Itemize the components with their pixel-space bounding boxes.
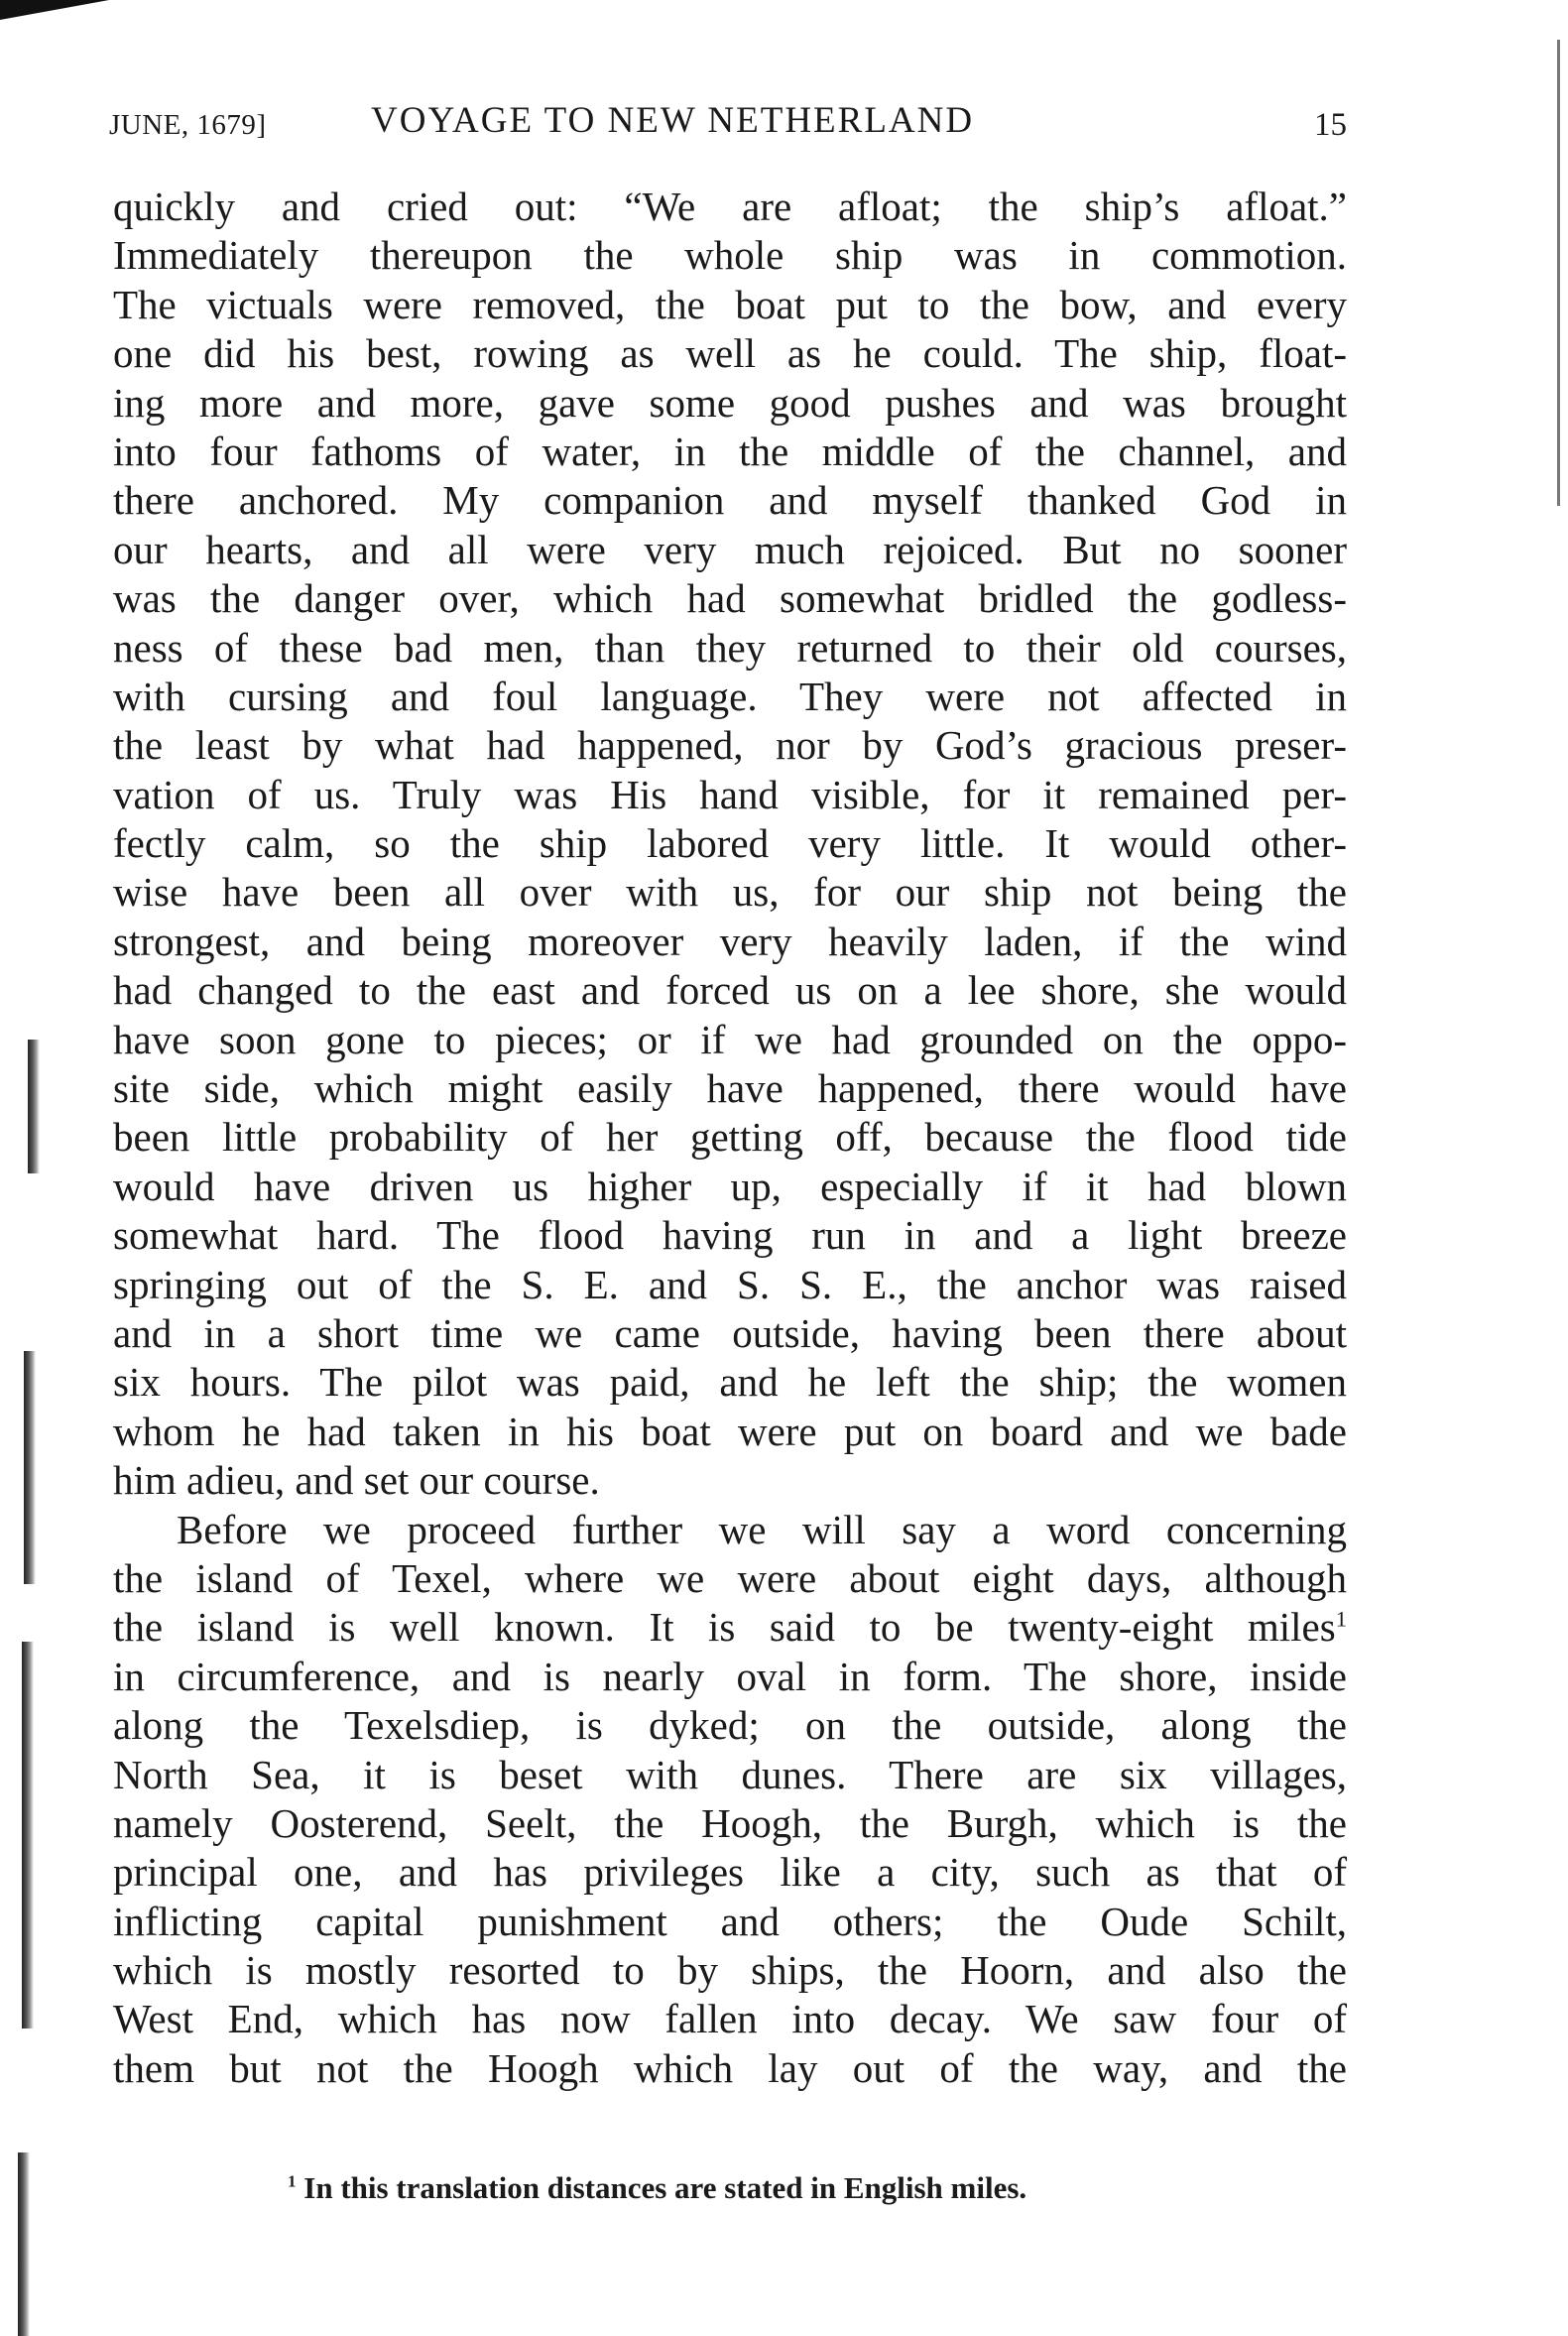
scan-margin-shadow xyxy=(22,1642,34,2029)
body-text xyxy=(113,183,1347,2093)
scan-corner-mark xyxy=(0,0,109,20)
text-line: one did his best, rowing as well as he could. The ship, float- xyxy=(113,330,1347,377)
text-line: wise have been all over with us, for our ship not being the xyxy=(113,869,1347,916)
text-line: principal one, and has privileges like a city, such as that of xyxy=(113,1849,1347,1896)
text-line: been little probability of her getting off, because the flood tide xyxy=(113,1114,1347,1161)
text-line: along the Texelsdiep, is dyked; on the outside, along the xyxy=(113,1702,1347,1749)
text-line: would have driven us higher up, especially if it had blown xyxy=(113,1163,1347,1209)
text-line: which is mostly resorted to by ships, the Hoorn, and also the xyxy=(113,1947,1347,1994)
scan-edge-line xyxy=(1557,40,1560,506)
text-line: our hearts, and all were very much rejoiced. But no sooner xyxy=(113,526,1347,572)
text-line: ness of these bad men, than they returned to their old courses, xyxy=(113,624,1347,671)
text-line: in circumference, and is nearly oval in form. The shore, inside xyxy=(113,1653,1347,1699)
text-line: was the danger over, which had somewhat bridled the godless- xyxy=(113,575,1347,622)
text-line: the least by what had happened, nor by God’s gracious preser- xyxy=(113,722,1347,769)
running-head-title: VOYAGE TO NEW NETHERLAND xyxy=(371,100,975,141)
running-head xyxy=(109,99,1347,159)
paragraph xyxy=(113,183,1347,1506)
text-line: vation of us. Truly was His hand visible, for it remained per- xyxy=(113,771,1347,817)
text-line: West End, which has now fallen into decay. We saw four of xyxy=(113,1996,1347,2042)
text-line: ing more and more, gave some good pushes and was brought xyxy=(113,379,1347,426)
text-line: him adieu, and set our course. xyxy=(113,1457,600,1504)
text-line: springing out of the S. E. and S. S. E., the anchor was raised xyxy=(113,1261,1347,1307)
scan-margin-shadow xyxy=(18,2152,30,2336)
text-line: whom he had taken in his boat were put on board and we bade xyxy=(113,1408,1347,1454)
text-line: fectly calm, so the ship labored very little. It would other- xyxy=(113,820,1347,867)
page-number: 15 xyxy=(1314,107,1347,143)
text-line: had changed to the east and forced us on a lee shore, she would xyxy=(113,967,1347,1014)
text-line: the island is well known. It is said to be twenty-eight miles$^1$ xyxy=(113,1604,1347,1651)
text-line: namely Oosterend, Seelt, the Hoogh, the Burgh, which is the xyxy=(113,1799,1347,1846)
text-line: them but not the Hoogh which lay out of the way, and the xyxy=(113,2044,1347,2091)
text-line: and in a short time we came outside, having been there about xyxy=(113,1309,1347,1356)
text-line: six hours. The pilot was paid, and he left the ship; the women xyxy=(113,1359,1347,1406)
text-line: The victuals were removed, the boat put to the bow, and every xyxy=(113,281,1347,327)
text-line: quickly and cried out: “We are afloat; the ship’s afloat.” xyxy=(113,184,1347,229)
text-line: site side, which might easily have happened, there would have xyxy=(113,1065,1347,1112)
footnote: $^1$ In this translation distances are stated in English miles. xyxy=(288,2170,1027,2205)
text-line: into four fathoms of water, in the middle of the channel, and xyxy=(113,428,1347,474)
text-line: strongest, and being moreover very heavily laden, if the wind xyxy=(113,918,1347,964)
text-line: somewhat hard. The flood having run in and a light breeze xyxy=(113,1212,1347,1259)
running-head-date: JUNE, 1679] xyxy=(109,109,267,141)
text-line: inflicting capital punishment and others; the Oude Schilt, xyxy=(113,1898,1347,1944)
text-line: Before we proceed further we will say a word concerning xyxy=(177,1506,1347,1552)
text-line: have soon gone to pieces; or if we had grounded on the oppo- xyxy=(113,1016,1347,1062)
text-line: with cursing and foul language. They were not affected in xyxy=(113,673,1347,719)
paragraph xyxy=(113,1506,1347,2094)
text-line: Immediately thereupon the whole ship was in commotion. xyxy=(113,232,1347,279)
scan-margin-shadow xyxy=(24,1351,36,1584)
text-line: the island of Texel, where we were about eight days, although xyxy=(113,1554,1347,1601)
scan-margin-shadow xyxy=(28,1040,40,1173)
text-line: North Sea, it is beset with dunes. There are six villages, xyxy=(113,1751,1347,1797)
text-line: there anchored. My companion and myself thanked God in xyxy=(113,477,1347,524)
